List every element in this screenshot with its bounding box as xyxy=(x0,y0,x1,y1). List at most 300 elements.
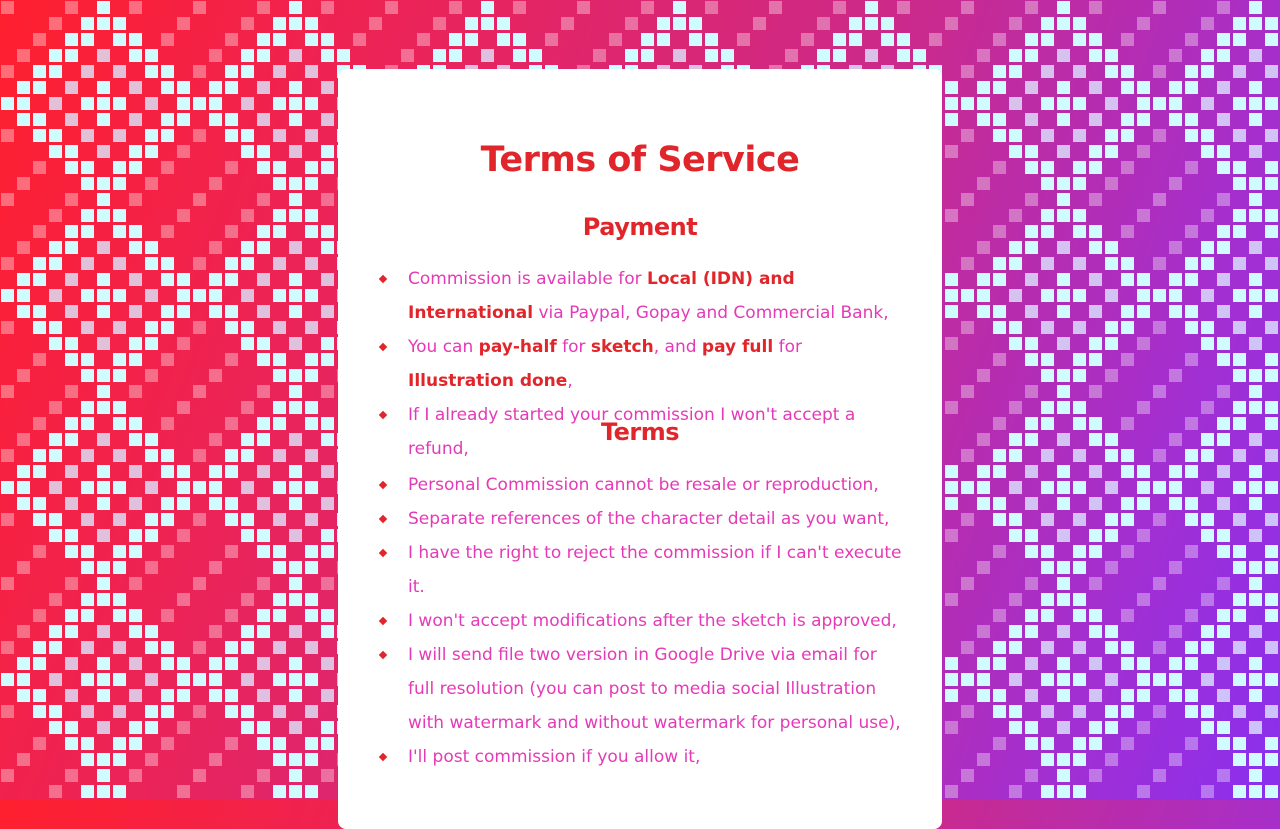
pattern-tile xyxy=(945,657,958,670)
pattern-tile xyxy=(1105,561,1118,574)
pattern-tile xyxy=(113,545,126,558)
pattern-tile xyxy=(17,305,30,318)
pattern-tile xyxy=(945,337,958,350)
pattern-tile xyxy=(257,113,270,126)
pattern-tile xyxy=(1249,481,1262,494)
pattern-tile xyxy=(1249,497,1262,510)
pattern-tile xyxy=(1057,625,1070,638)
pattern-tile xyxy=(993,497,1006,510)
pattern-tile xyxy=(1185,545,1198,558)
pattern-tile xyxy=(289,673,302,686)
pattern-tile xyxy=(977,177,990,190)
pattern-tile xyxy=(1249,273,1262,286)
pattern-tile xyxy=(1249,81,1262,94)
pattern-tile xyxy=(273,33,286,46)
pattern-tile xyxy=(97,113,110,126)
pattern-tile xyxy=(1153,1,1166,14)
pattern-tile xyxy=(193,577,206,590)
pattern-tile xyxy=(1025,1,1038,14)
pattern-tile xyxy=(1201,65,1214,78)
pattern-tile xyxy=(1073,737,1086,750)
pattern-tile xyxy=(1089,49,1102,62)
pattern-tile xyxy=(1249,1,1262,14)
pattern-tile xyxy=(1041,593,1054,606)
pattern-tile xyxy=(1105,337,1118,350)
pattern-tile xyxy=(1265,17,1278,30)
pattern-tile xyxy=(1169,673,1182,686)
pattern-tile xyxy=(1025,577,1038,590)
pattern-tile xyxy=(1041,753,1054,766)
pattern-tile xyxy=(1105,257,1118,270)
pattern-tile xyxy=(993,737,1006,750)
pattern-tile xyxy=(177,673,190,686)
pattern-tile xyxy=(289,481,302,494)
pattern-tile xyxy=(1137,593,1150,606)
pattern-tile xyxy=(1265,353,1278,366)
pattern-tile xyxy=(97,193,110,206)
pattern-tile xyxy=(81,289,94,302)
pattern-tile xyxy=(1265,641,1278,654)
pattern-tile xyxy=(1185,321,1198,334)
pattern-tile xyxy=(193,321,206,334)
pattern-tile xyxy=(1233,161,1246,174)
pattern-tile xyxy=(129,337,142,350)
pattern-tile xyxy=(1121,113,1134,126)
pattern-tile xyxy=(1105,241,1118,254)
pattern-tile xyxy=(321,385,334,398)
pattern-tile xyxy=(1025,193,1038,206)
pattern-tile xyxy=(1105,433,1118,446)
pattern-tile xyxy=(289,769,302,782)
pattern-tile xyxy=(353,33,366,46)
pattern-tile xyxy=(993,81,1006,94)
pattern-tile xyxy=(273,225,286,238)
pattern-tile xyxy=(49,49,62,62)
pattern-tile xyxy=(81,321,94,334)
pattern-tile xyxy=(225,81,238,94)
pattern-tile xyxy=(273,753,286,766)
pattern-tile xyxy=(33,609,46,622)
pattern-tile xyxy=(1137,481,1150,494)
pattern-tile xyxy=(321,161,334,174)
pattern-tile xyxy=(1105,721,1118,734)
pattern-tile xyxy=(1233,369,1246,382)
pattern-tile xyxy=(289,385,302,398)
pattern-tile xyxy=(241,529,254,542)
pattern-tile xyxy=(97,753,110,766)
pattern-tile xyxy=(193,673,206,686)
pattern-tile xyxy=(273,17,286,30)
pattern-tile xyxy=(81,257,94,270)
pattern-tile xyxy=(977,689,990,702)
pattern-tile xyxy=(689,33,702,46)
pattern-tile xyxy=(1265,209,1278,222)
pattern-tile xyxy=(1,769,14,782)
pattern-tile xyxy=(129,305,142,318)
pattern-tile xyxy=(1025,417,1038,430)
pattern-tile xyxy=(1249,113,1262,126)
pattern-tile xyxy=(945,145,958,158)
item-text: I won't accept modifications after the sketch is approved, xyxy=(408,611,897,631)
pattern-tile xyxy=(1185,737,1198,750)
pattern-tile xyxy=(1249,721,1262,734)
pattern-tile xyxy=(113,65,126,78)
pattern-tile xyxy=(257,81,270,94)
pattern-tile xyxy=(97,497,110,510)
pattern-tile xyxy=(1025,529,1038,542)
pattern-tile xyxy=(225,513,238,526)
pattern-tile xyxy=(1265,705,1278,718)
pattern-tile xyxy=(977,273,990,286)
pattern-tile xyxy=(257,769,270,782)
pattern-tile xyxy=(977,369,990,382)
pattern-tile xyxy=(1265,737,1278,750)
pattern-tile xyxy=(1121,609,1134,622)
pattern-tile xyxy=(273,321,286,334)
pattern-tile xyxy=(321,193,334,206)
pattern-tile xyxy=(1009,449,1022,462)
pattern-tile xyxy=(1025,81,1038,94)
pattern-tile xyxy=(305,417,318,430)
pattern-tile xyxy=(785,49,798,62)
pattern-tile xyxy=(1105,289,1118,302)
pattern-tile xyxy=(433,49,446,62)
pattern-tile xyxy=(1121,641,1134,654)
pattern-tile xyxy=(1009,785,1022,798)
pattern-tile xyxy=(1073,289,1086,302)
pattern-tile xyxy=(65,353,78,366)
pattern-tile xyxy=(241,321,254,334)
pattern-tile xyxy=(145,145,158,158)
pattern-tile xyxy=(993,449,1006,462)
pattern-tile xyxy=(641,49,654,62)
pattern-tile xyxy=(1185,657,1198,670)
pattern-tile xyxy=(97,273,110,286)
pattern-tile xyxy=(1,129,14,142)
highlight-text: Local (IDN) and International xyxy=(408,269,795,323)
page-title: Terms of Service xyxy=(480,140,800,180)
pattern-tile xyxy=(65,417,78,430)
pattern-tile xyxy=(289,209,302,222)
pattern-tile xyxy=(1249,209,1262,222)
pattern-tile xyxy=(1057,81,1070,94)
pattern-tile xyxy=(945,273,958,286)
pattern-tile xyxy=(1249,625,1262,638)
pattern-tile xyxy=(1217,81,1230,94)
pattern-tile xyxy=(65,113,78,126)
pattern-tile xyxy=(289,273,302,286)
pattern-tile xyxy=(97,241,110,254)
pattern-tile xyxy=(1217,657,1230,670)
pattern-tile xyxy=(1201,401,1214,414)
pattern-tile xyxy=(305,753,318,766)
pattern-tile xyxy=(1057,337,1070,350)
pattern-tile xyxy=(1153,193,1166,206)
pattern-tile xyxy=(1041,545,1054,558)
pattern-tile xyxy=(1057,753,1070,766)
pattern-tile xyxy=(97,433,110,446)
pattern-tile xyxy=(161,65,174,78)
pattern-tile xyxy=(81,705,94,718)
pattern-tile xyxy=(657,33,670,46)
pattern-tile xyxy=(1153,385,1166,398)
pattern-tile xyxy=(17,497,30,510)
pattern-tile xyxy=(1217,225,1230,238)
pattern-tile xyxy=(1169,289,1182,302)
pattern-tile xyxy=(145,369,158,382)
pattern-tile xyxy=(1169,657,1182,670)
pattern-tile xyxy=(129,721,142,734)
pattern-tile xyxy=(257,305,270,318)
pattern-tile xyxy=(129,33,142,46)
pattern-tile xyxy=(1185,129,1198,142)
pattern-tile xyxy=(289,113,302,126)
pattern-tile xyxy=(977,497,990,510)
pattern-tile xyxy=(1153,705,1166,718)
pattern-tile xyxy=(81,417,94,430)
pattern-tile xyxy=(945,497,958,510)
pattern-tile xyxy=(1057,289,1070,302)
pattern-tile xyxy=(1073,257,1086,270)
pattern-tile xyxy=(65,305,78,318)
pattern-tile xyxy=(1057,401,1070,414)
pattern-tile xyxy=(209,49,222,62)
pattern-tile xyxy=(1089,305,1102,318)
pattern-tile xyxy=(1265,561,1278,574)
pattern-tile xyxy=(1217,433,1230,446)
pattern-tile xyxy=(257,193,270,206)
pattern-tile xyxy=(305,705,318,718)
pattern-tile xyxy=(1073,609,1086,622)
pattern-tile xyxy=(1169,689,1182,702)
pattern-tile xyxy=(161,33,174,46)
pattern-tile xyxy=(1137,721,1150,734)
pattern-tile xyxy=(961,673,974,686)
pattern-tile xyxy=(1,321,14,334)
pattern-tile xyxy=(1025,33,1038,46)
pattern-tile xyxy=(33,449,46,462)
pattern-tile xyxy=(65,193,78,206)
pattern-tile xyxy=(193,1,206,14)
pattern-tile xyxy=(321,145,334,158)
pattern-tile xyxy=(17,81,30,94)
item-text: , xyxy=(567,371,573,391)
pattern-tile xyxy=(1009,721,1022,734)
pattern-tile xyxy=(257,49,270,62)
pattern-tile xyxy=(1057,465,1070,478)
pattern-tile xyxy=(33,321,46,334)
pattern-tile xyxy=(1009,17,1022,30)
pattern-tile xyxy=(561,17,574,30)
pattern-tile xyxy=(305,177,318,190)
pattern-tile xyxy=(1249,673,1262,686)
pattern-tile xyxy=(273,161,286,174)
pattern-tile xyxy=(1185,417,1198,430)
pattern-tile xyxy=(369,17,382,30)
pattern-tile xyxy=(961,513,974,526)
pattern-tile xyxy=(1089,273,1102,286)
pattern-tile xyxy=(1265,33,1278,46)
pattern-tile xyxy=(1233,673,1246,686)
pattern-tile xyxy=(929,33,942,46)
pattern-tile xyxy=(945,481,958,494)
pattern-tile xyxy=(961,705,974,718)
pattern-tile xyxy=(49,145,62,158)
pattern-tile xyxy=(145,129,158,142)
pattern-tile xyxy=(1105,529,1118,542)
pattern-tile xyxy=(129,497,142,510)
pattern-tile xyxy=(1217,385,1230,398)
pattern-tile xyxy=(1217,161,1230,174)
pattern-tile xyxy=(257,417,270,430)
pattern-tile xyxy=(81,481,94,494)
pattern-tile xyxy=(1009,401,1022,414)
bullet-icon xyxy=(379,275,387,283)
pattern-tile xyxy=(1217,545,1230,558)
pattern-tile xyxy=(673,1,686,14)
pattern-tile xyxy=(129,609,142,622)
pattern-tile xyxy=(993,353,1006,366)
pattern-tile xyxy=(129,545,142,558)
pattern-tile xyxy=(993,609,1006,622)
pattern-tile xyxy=(1041,561,1054,574)
pattern-tile xyxy=(289,433,302,446)
pattern-tile xyxy=(977,481,990,494)
pattern-tile xyxy=(1041,33,1054,46)
pattern-tile xyxy=(305,289,318,302)
pattern-tile xyxy=(1137,17,1150,30)
pattern-tile xyxy=(1249,145,1262,158)
pattern-tile xyxy=(257,337,270,350)
pattern-tile xyxy=(1041,161,1054,174)
pattern-tile xyxy=(961,641,974,654)
pattern-tile xyxy=(1265,129,1278,142)
pattern-tile xyxy=(1025,113,1038,126)
pattern-tile xyxy=(1265,65,1278,78)
pattern-tile xyxy=(257,145,270,158)
pattern-tile xyxy=(1025,433,1038,446)
pattern-tile xyxy=(97,385,110,398)
pattern-tile xyxy=(1217,497,1230,510)
pattern-tile xyxy=(1105,449,1118,462)
pattern-tile xyxy=(1105,145,1118,158)
pattern-tile xyxy=(81,369,94,382)
pattern-tile xyxy=(113,737,126,750)
payment-item xyxy=(378,262,908,330)
pattern-tile xyxy=(1105,481,1118,494)
pattern-tile xyxy=(1137,273,1150,286)
pattern-tile xyxy=(1153,257,1166,270)
pattern-tile xyxy=(49,785,62,798)
pattern-tile xyxy=(673,49,686,62)
pattern-tile xyxy=(1201,721,1214,734)
pattern-tile xyxy=(1201,321,1214,334)
pattern-tile xyxy=(145,513,158,526)
pattern-tile xyxy=(97,337,110,350)
pattern-tile xyxy=(1025,737,1038,750)
pattern-tile xyxy=(1265,401,1278,414)
pattern-tile xyxy=(1121,33,1134,46)
pattern-tile xyxy=(65,609,78,622)
pattern-tile xyxy=(1025,385,1038,398)
pattern-tile xyxy=(1201,337,1214,350)
pattern-tile xyxy=(113,785,126,798)
pattern-tile xyxy=(49,241,62,254)
pattern-tile xyxy=(1185,33,1198,46)
pattern-tile xyxy=(1249,337,1262,350)
pattern-tile xyxy=(1,673,14,686)
pattern-tile xyxy=(1009,129,1022,142)
pattern-tile xyxy=(113,481,126,494)
pattern-tile xyxy=(49,97,62,110)
pattern-tile xyxy=(1233,321,1246,334)
pattern-tile xyxy=(81,513,94,526)
pattern-tile xyxy=(1233,65,1246,78)
pattern-tile xyxy=(17,97,30,110)
pattern-tile xyxy=(1025,305,1038,318)
pattern-tile xyxy=(1041,353,1054,366)
pattern-tile xyxy=(305,641,318,654)
pattern-tile xyxy=(177,401,190,414)
pattern-tile xyxy=(273,673,286,686)
pattern-tile xyxy=(1105,641,1118,654)
pattern-tile xyxy=(97,465,110,478)
pattern-tile xyxy=(129,465,142,478)
pattern-tile xyxy=(113,513,126,526)
pattern-tile xyxy=(1169,81,1182,94)
pattern-tile xyxy=(1201,641,1214,654)
pattern-tile xyxy=(1073,401,1086,414)
pattern-tile xyxy=(1041,417,1054,430)
pattern-tile xyxy=(97,49,110,62)
pattern-tile xyxy=(113,353,126,366)
pattern-tile xyxy=(65,145,78,158)
pattern-tile xyxy=(49,449,62,462)
pattern-tile xyxy=(1009,433,1022,446)
pattern-tile xyxy=(961,321,974,334)
pattern-tile xyxy=(257,721,270,734)
pattern-tile xyxy=(97,17,110,30)
pattern-tile xyxy=(801,33,814,46)
item-text: I'll post commission if you allow it, xyxy=(408,747,701,767)
pattern-tile xyxy=(33,113,46,126)
pattern-tile xyxy=(1249,577,1262,590)
pattern-tile xyxy=(145,433,158,446)
pattern-tile xyxy=(1073,561,1086,574)
pattern-tile xyxy=(993,161,1006,174)
item-text: If I already started your commission I won't accept a refund, xyxy=(408,405,856,459)
pattern-tile xyxy=(657,17,670,30)
pattern-tile xyxy=(337,49,350,62)
pattern-tile xyxy=(1217,625,1230,638)
pattern-tile xyxy=(1201,129,1214,142)
pattern-tile xyxy=(321,433,334,446)
pattern-tile xyxy=(753,17,766,30)
pattern-tile xyxy=(945,465,958,478)
pattern-tile xyxy=(993,321,1006,334)
payment-heading: Payment xyxy=(582,213,698,241)
pattern-tile xyxy=(241,593,254,606)
pattern-tile xyxy=(241,449,254,462)
pattern-tile xyxy=(1009,513,1022,526)
pattern-tile xyxy=(273,449,286,462)
pattern-tile xyxy=(305,593,318,606)
pattern-tile xyxy=(993,225,1006,238)
pattern-tile xyxy=(1,1,14,14)
pattern-tile xyxy=(977,673,990,686)
pattern-tile xyxy=(65,1,78,14)
pattern-tile xyxy=(1025,161,1038,174)
